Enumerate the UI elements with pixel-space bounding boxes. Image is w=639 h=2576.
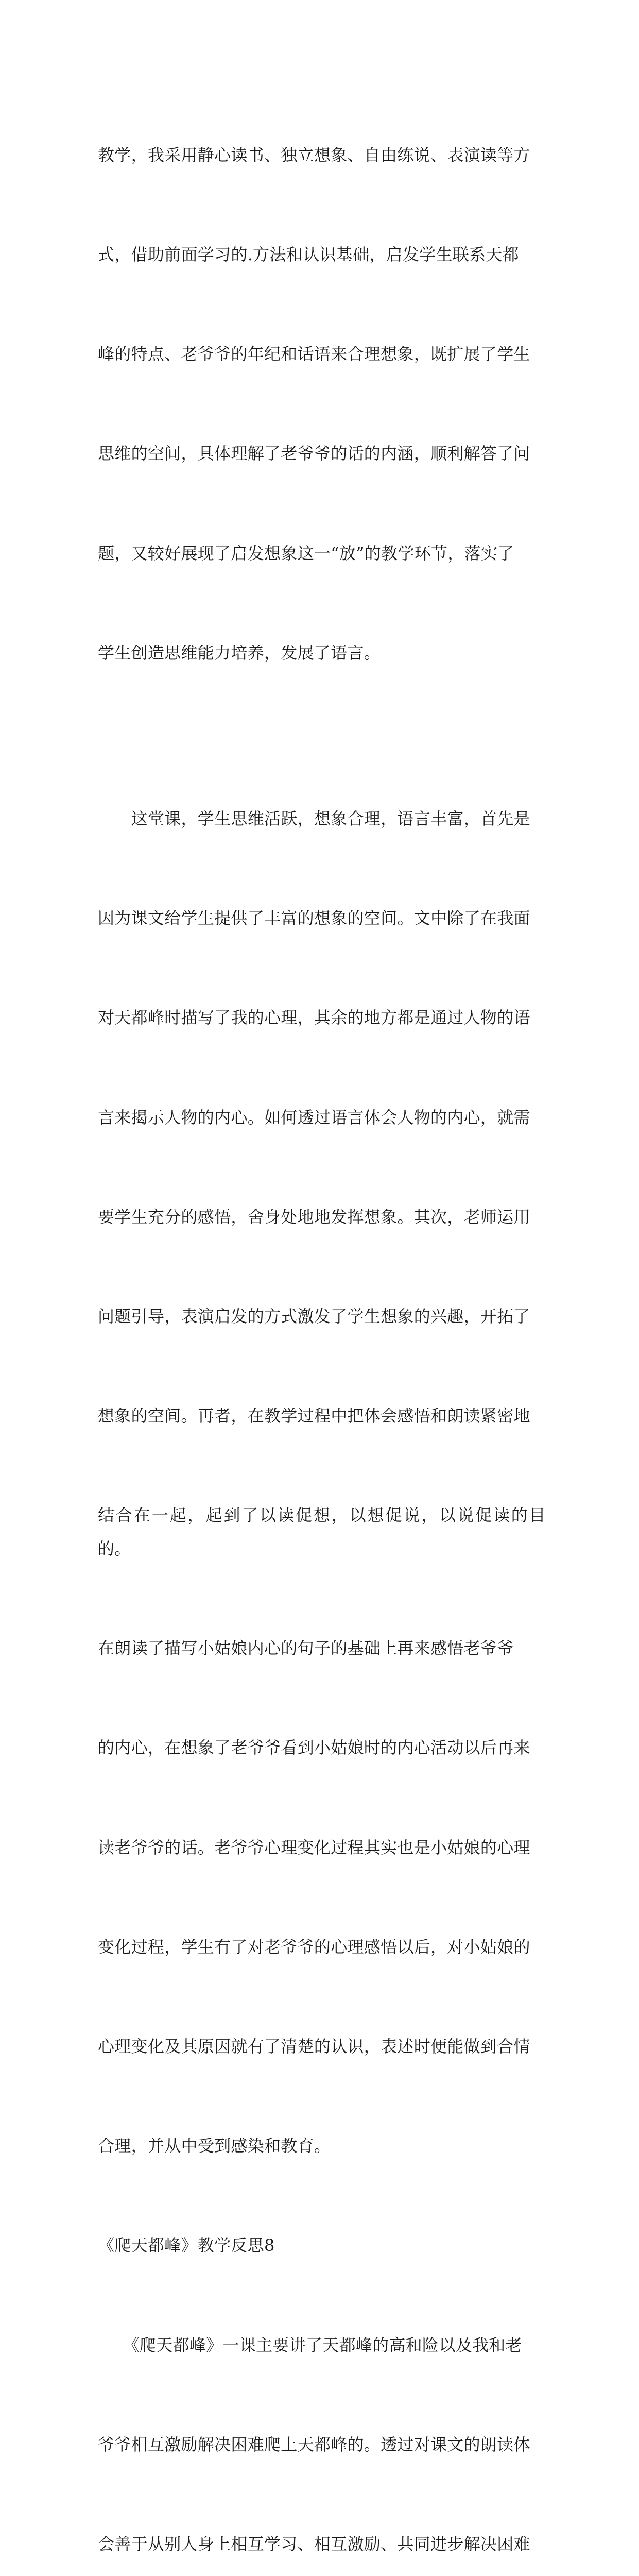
section-heading: 《爬天都峰》教学反思8 [98,2235,275,2256]
text-line: 问题引导，表演启发的方式激发了学生想象的兴趣，开拓了 [98,1307,530,1327]
text-line: 在朗读了描写小姑娘内心的句子的基础上再来感悟老爷爷 [98,1638,514,1658]
paragraph-teaching-method [98,72,546,736]
text-line: 式，借助前面学习的.方法和认识基础，启发学生联系天都 [98,245,519,265]
text-line: 变化过程，学生有了对老爷爷的心理感悟以后，对小姑娘的 [98,1937,530,1957]
text-line: 峰的特点、老爷爷的年纪和话语来合理想象，既扩展了学生 [98,344,530,364]
text-line: 因为课文给学生提供了丰富的想象的空间。文中除了在我面 [98,908,530,928]
paragraph-reflection [98,736,546,2229]
text-line: 《爬天都峰》一课主要讲了天都峰的高和险以及我和老 [98,2335,522,2355]
document-body [98,72,546,2576]
text-line: 会善于从别人身上相互学习、相互激励、共同进步解决困难 [98,2534,530,2554]
text-line: 对天都峰时描写了我的心理，其余的地方都是通过人物的语 [98,1008,530,1028]
text-line: 心理变化及其原因就有了清楚的认识，表述时便能做到合情 [98,2036,530,2056]
text-line: 想象的空间。再者，在教学过程中把体会感悟和朗读紧密地 [98,1406,530,1426]
text-line: 教学，我采用静心读书、独立想象、自由练说、表演读等方 [98,145,530,165]
text-line: 结合在一起，起到了以读促想，以想促说，以说促读的目的。 [98,1505,546,1558]
text-line: 爷爷相互激励解决困难爬上天都峰的。透过对课文的朗读体 [98,2434,530,2454]
text-line: 要学生充分的感悟，舍身处地地发挥想象。其次，老师运用 [98,1207,530,1227]
text-line: 题，又较好展现了启发想象这一“放”的教学环节，落实了 [98,543,514,563]
text-line: 思维的空间，具体理解了老爷爷的话的内涵，顺利解答了问 [98,444,530,464]
text-line: 这堂课，学生思维活跃，想象合理，语言丰富，首先是 [98,808,530,828]
text-line: 合理，并从中受到感染和教育。 [98,2136,331,2156]
text-line: 言来揭示人物的内心。如何透过语言体会人物的内心，就需 [98,1107,530,1127]
text-line: 的内心，在想象了老爷爷看到小姑娘时的内心活动以后再来 [98,1738,530,1758]
paragraph-lesson-summary [98,2262,546,2576]
text-line: 学生创造思维能力培养，发展了语言。 [98,642,381,663]
text-line: 读老爷爷的话。老爷爷心理变化过程其实也是小姑娘的心理 [98,1837,530,1857]
